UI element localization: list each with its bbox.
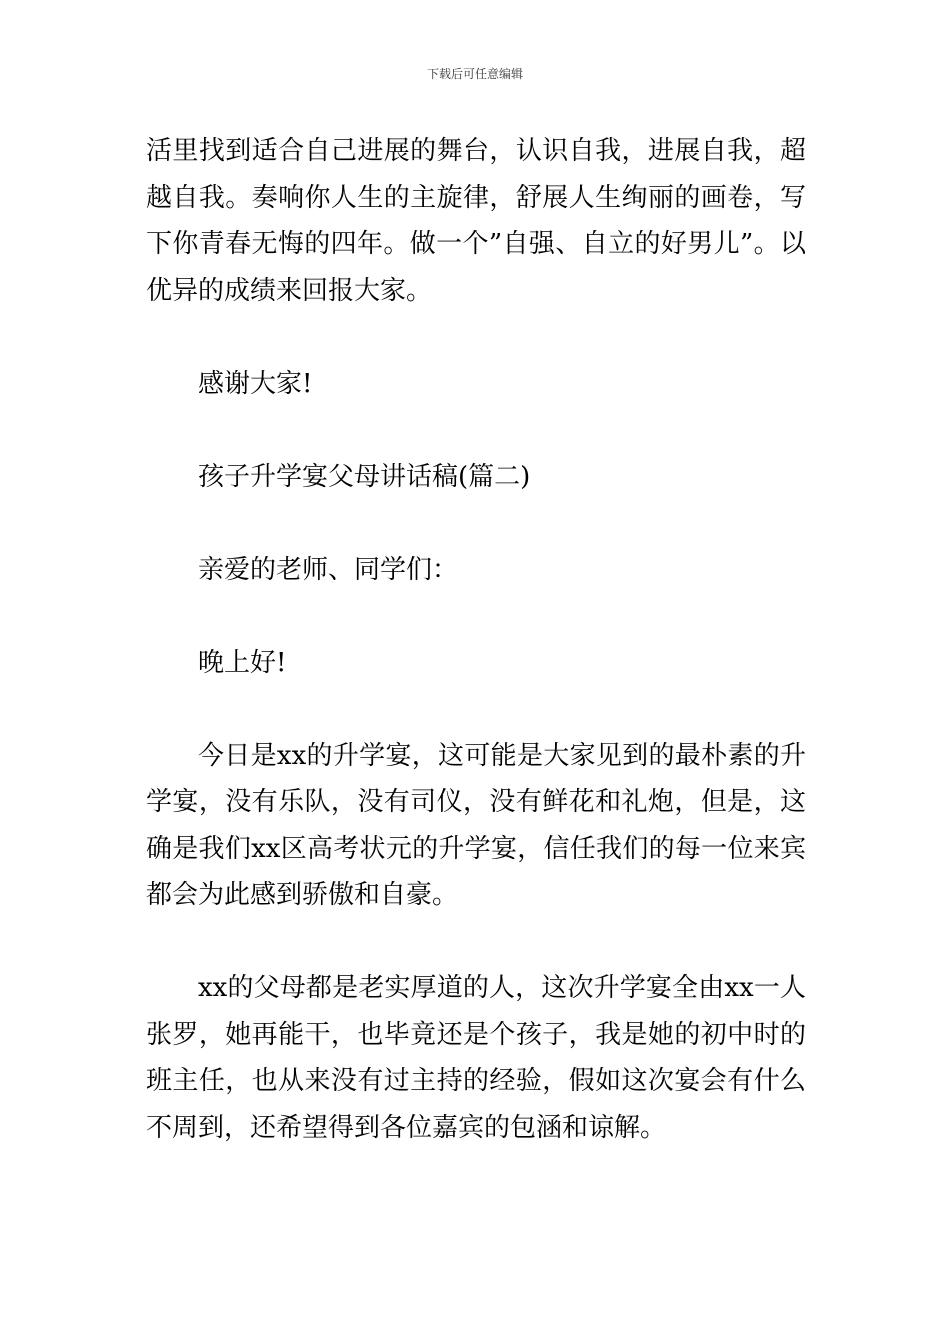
greeting: 晚上好! [198, 647, 287, 678]
page-header: 下载后可任意编辑 [426, 67, 523, 81]
salutation: 亲爱的老师、同学们： [198, 554, 459, 585]
paragraph-parents: xx的父母都是老实厚道的人，这次升学宴全由xx一人张罗，她再能干，也毕竟还是个孩子，我是她的初中时的班主任，也从来没有过主持的经验，假如这次宴会有什么不周到，还希望得到各位嘉宾的包涵和谅解。 [146, 973, 806, 1143]
paragraph-thanks: 感谢大家! [198, 368, 313, 399]
section-title: 孩子升学宴父母讲话稿(篇二) [198, 461, 531, 492]
paragraph-banquet-intro: 今日是xx的升学宴，这可能是大家见到的最朴素的升学宴，没有乐队，没有司仪，没有鲜花和礼炮，但是，这确是我们xx区高考状元的升学宴，信任我们的每一位来宾都会为此感到骄傲和自豪。 [146, 740, 806, 910]
document-body [146, 128, 806, 1151]
paragraph-continuation: 活里找到适合自己进展的舞台，认识自我，进展自我，超越自我。奏响你人生的主旋律，舒展人生绚丽的画卷，写下你青春无悔的四年。做一个”自强、自立的好男儿”。以优异的成绩来回报大家。 [146, 136, 806, 306]
